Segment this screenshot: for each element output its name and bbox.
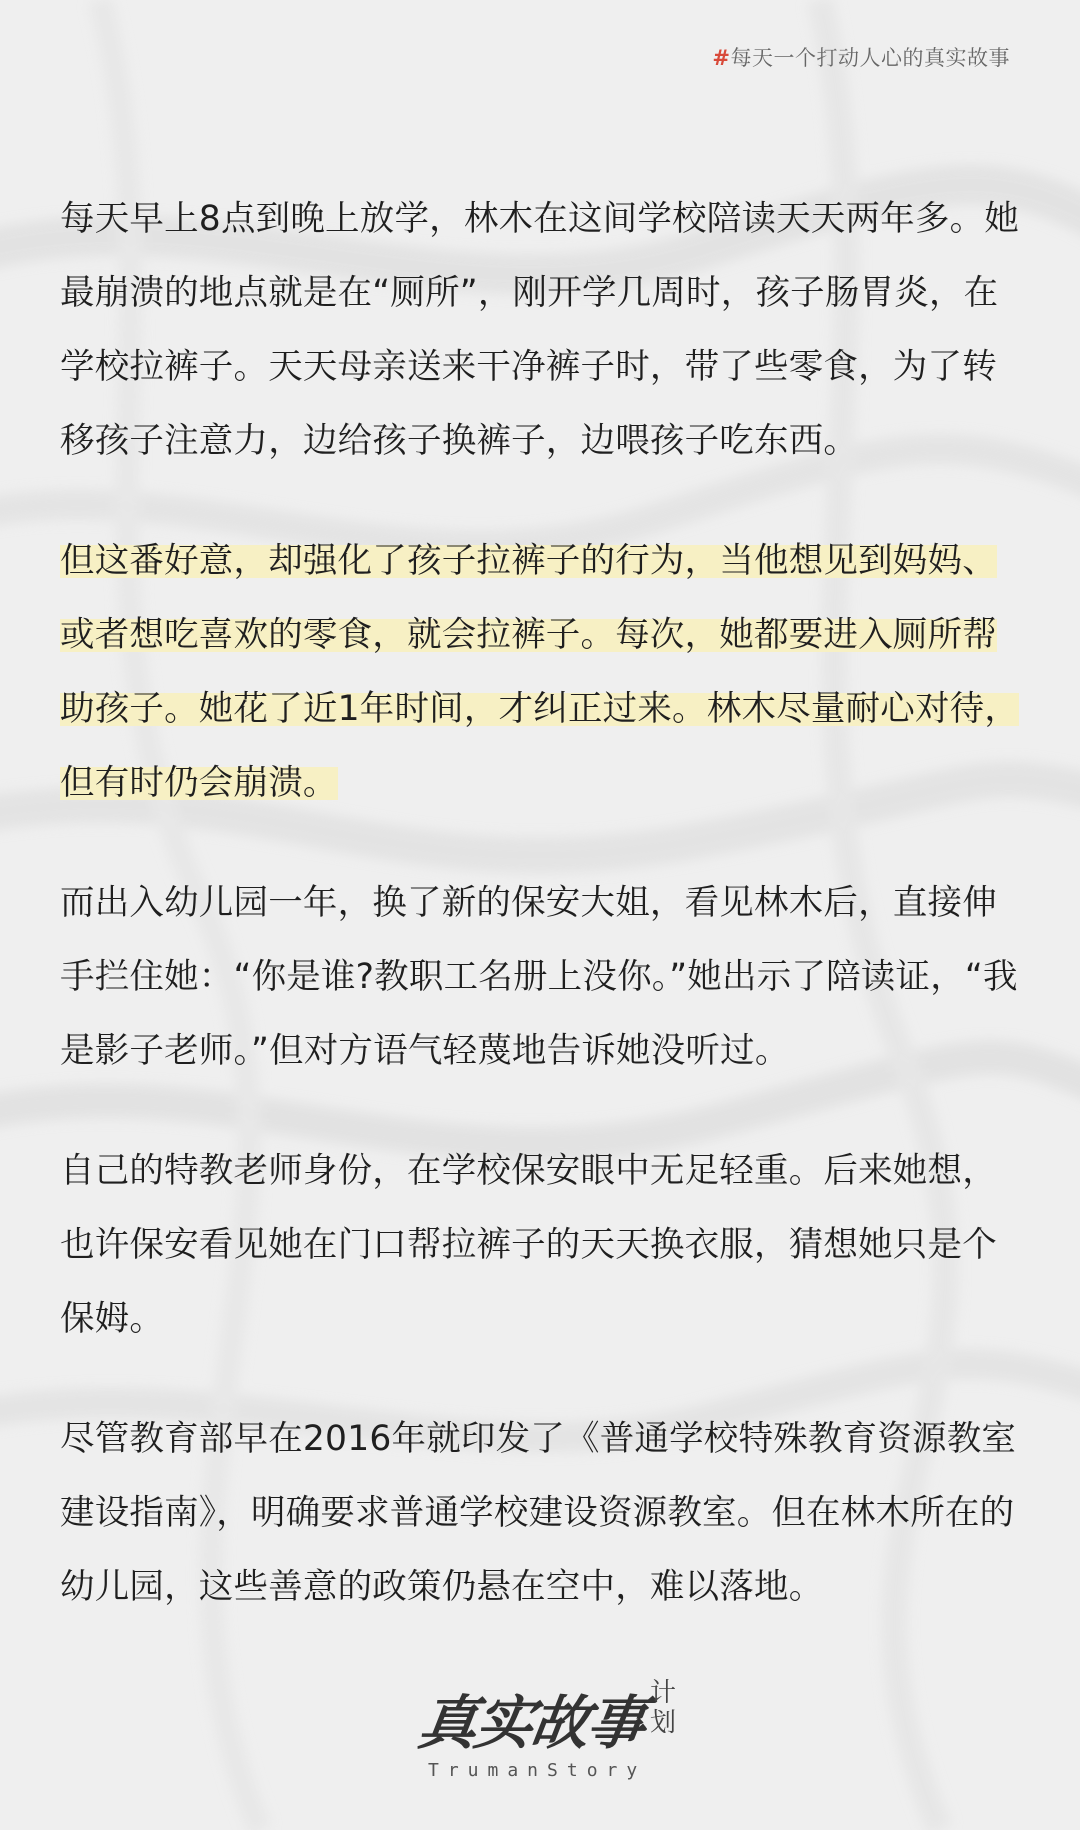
header-tagline [712,42,1010,72]
highlighted-paragraph [60,524,1025,820]
highlight-text: 但这番好意，却强化了孩子拉裤子的行为，当他想见到妈妈、或者想吃喜欢的零食，就会拉裤子。每次，她都要进入厕所帮助孩子。她花了近1年时间，才纠正过来。林木尽量耐心对待，但有时仍会崩溃。 [60,541,1020,803]
logo-title: 真实故事 [414,1689,649,1757]
tagline-text: 每天一个打动人心的真实故事 [730,46,1010,70]
paragraph-1: 每天早上8点到晚上放学，林木在这间学校陪读天天两年多。她最崩溃的地点就是在“厕所”，刚开学几周时，孩子肠胃炎，在学校拉裤子。天天母亲送来干净裤子时，带了些零食，为了转移孩子注意力，边给孩子换裤子，边喂孩子吃东西。 [60,199,1020,461]
brand-logo [414,1676,677,1786]
hash-symbol: # [712,46,731,70]
article-body [60,182,1025,1670]
paragraph-5: 尽管教育部早在2016年就印发了《普通学校特殊教育资源教室建设指南》，明确要求普通学校建设资源教室。但在林木所在的幼儿园，这些善意的政策仍悬在空中，难以落地。 [60,1419,1017,1607]
paragraph-4: 自己的特教老师身份，在学校保安眼中无足轻重。后来她想，也许保安看见她在门口帮拉裤子的天天换衣服，猜想她只是个保姆。 [60,1151,997,1339]
logo-subtitle: TrumanStory [428,1760,647,1781]
paragraph-3: 而出入幼儿园一年，换了新的保安大姐，看见林木后，直接伸手拦住她：“你是谁?教职工名册上没你。”她出示了陪读证，“我是影子老师。”但对方语气轻蔑地告诉她没听过。 [60,883,1018,1071]
logo-side-text: 计划 [650,1678,677,1738]
